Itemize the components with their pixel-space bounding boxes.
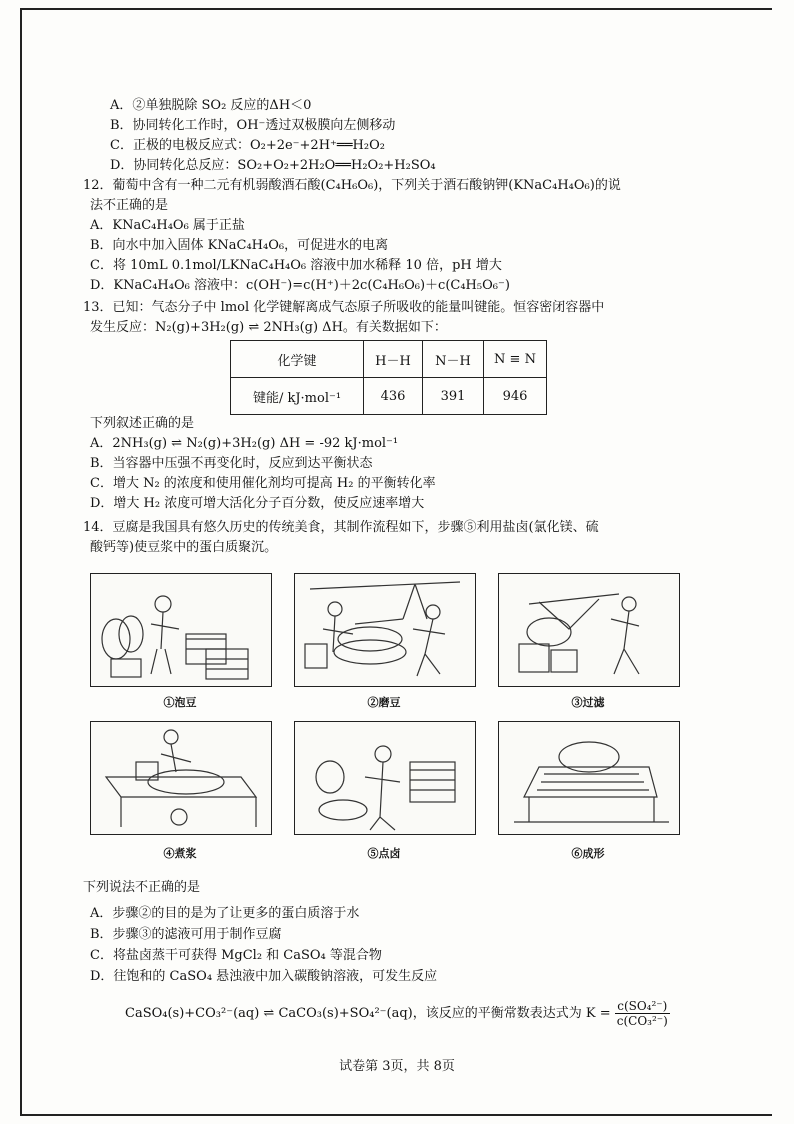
- q14-question: 下列说法不正确的是: [83, 880, 201, 895]
- step-label: ⑤点卤: [367, 847, 401, 860]
- step-label: ④煮浆: [163, 847, 197, 860]
- q14-option-b: B．步骤③的滤液可用于制作豆腐: [90, 927, 282, 942]
- table-cell: 946: [484, 378, 547, 415]
- k-denominator: c(CO₃²⁻): [616, 1014, 668, 1028]
- step-label: ⑥成形: [571, 847, 605, 860]
- step-label: ①泡豆: [163, 696, 197, 709]
- illustration-adding-brine: [294, 721, 476, 835]
- q12-option-b: B．向水中加入固体 KNaC₄H₄O₆，可促进水的电离: [90, 238, 389, 253]
- q14-option-c: C．将盐卤蒸干可获得 MgCl₂ 和 CaSO₄ 等混合物: [90, 948, 382, 963]
- q12-stem: 12．葡萄中含有一种二元有机弱酸酒石酸(C₄H₆O₆)，下列关于酒石酸钠钾(KNaC₄H₄O₆)的说: [83, 178, 621, 193]
- scan-border-top: [20, 8, 772, 10]
- illustration-boiling-soymilk: [90, 721, 272, 835]
- table-cell: 键能/ kJ·mol⁻¹: [231, 378, 364, 415]
- q11-option-a: A．②单独脱除 SO₂ 反应的ΔH＜0: [110, 98, 312, 113]
- table-cell: 化学键: [231, 341, 364, 378]
- table-cell: 391: [423, 378, 484, 415]
- q13-option-a: A．2NH₃(g) ⇌ N₂(g)+3H₂(g) ΔH = -92 kJ·mol⁻¹: [90, 436, 399, 451]
- q13-question: 下列叙述正确的是: [90, 416, 195, 431]
- q11-option-b: B．协同转化工作时，OH⁻透过双极膜向左侧移动: [110, 118, 396, 133]
- q14-option-a: A．步骤②的目的是为了让更多的蛋白质溶于水: [90, 906, 360, 921]
- scan-border-bottom: [20, 1114, 772, 1116]
- step-label: ③过滤: [571, 696, 605, 709]
- q14-stem-cont: 酸钙等)使豆浆中的蛋白质聚沉。: [90, 540, 278, 555]
- illustration-soaking-beans: [90, 573, 272, 687]
- q13-option-d: D．增大 H₂ 浓度可增大活化分子百分数，使反应速率增大: [90, 496, 425, 511]
- equilibrium-equation: [125, 996, 670, 1032]
- q14-stem: 14．豆腐是我国具有悠久历史的传统美食，其制作流程如下，步骤⑤利用盐卤(氯化镁、硫: [83, 520, 599, 535]
- scan-border-left: [20, 8, 22, 1116]
- k-numerator: c(SO₄²⁻): [615, 999, 670, 1014]
- q11-option-c: C．正极的电极反应式：O₂+2e⁻+2H⁺══H₂O₂: [110, 138, 385, 153]
- bond-energy-table: [230, 340, 547, 415]
- equation-text: CaSO₄(s)+CO₃²⁻(aq) ⇌ CaCO₃(s)+SO₄²⁻(aq)，该反应的平衡常数表达式为 K =: [125, 1006, 611, 1021]
- step-label: ②磨豆: [367, 696, 401, 709]
- q12-stem-cont: 法不正确的是: [90, 198, 169, 213]
- illustration-pressing-tofu: [498, 721, 680, 835]
- table-cell: H－H: [364, 341, 423, 378]
- q13-stem-cont: 发生反应：N₂(g)+3H₂(g) ⇌ 2NH₃(g) ΔH。有关数据如下：: [90, 320, 447, 335]
- illustration-filtering: [498, 573, 680, 687]
- table-header-row: [231, 341, 547, 378]
- q12-option-a: A．KNaC₄H₄O₆ 属于正盐: [90, 218, 245, 233]
- q12-option-c: C．将 10mL 0.1mol/LKNaC₄H₄O₆ 溶液中加水稀释 10 倍，pH 增大: [90, 258, 502, 273]
- q13-option-b: B．当容器中压强不再变化时，反应到达平衡状态: [90, 456, 373, 471]
- page-footer: 试卷第 3页，共 8页: [339, 1059, 455, 1074]
- illustration-grinding-beans: [294, 573, 476, 687]
- q13-option-c: C．增大 N₂ 的浓度和使用催化剂均可提高 H₂ 的平衡转化率: [90, 476, 436, 491]
- table-cell: N ≡ N: [484, 341, 547, 378]
- q13-stem: 13．已知：气态分子中 lmol 化学键解离成气态原子所吸收的能量叫键能。恒容密闭容器中: [83, 300, 605, 315]
- table-cell: 436: [364, 378, 423, 415]
- table-cell: N－H: [423, 341, 484, 378]
- table-row: [231, 378, 547, 415]
- q11-option-d: D．协同转化总反应：SO₂+O₂+2H₂O══H₂O₂+H₂SO₄: [110, 158, 436, 173]
- q12-option-d: D．KNaC₄H₄O₆ 溶液中：c(OH⁻)=c(H⁺)＋2c(C₄H₆O₆)＋c(C₄H₅O₆⁻): [90, 278, 510, 293]
- k-fraction: [615, 999, 670, 1028]
- q14-option-d: D．往饱和的 CaSO₄ 悬浊液中加入碳酸钠溶液，可发生反应: [90, 969, 438, 984]
